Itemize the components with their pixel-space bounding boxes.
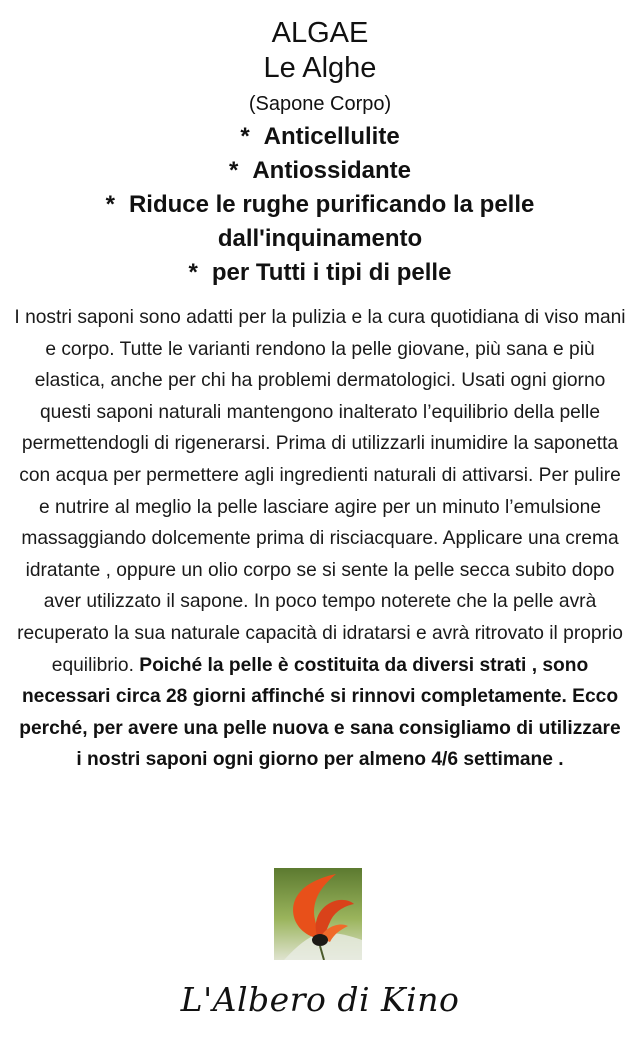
product-subtitle: (Sapone Corpo): [248, 93, 392, 115]
bullet-star: *: [240, 123, 250, 150]
bullet-star: *: [188, 259, 198, 286]
bullet-star: *: [228, 157, 239, 184]
product-description: [14, 302, 626, 776]
product-title-italian: Le Alghe: [263, 52, 377, 84]
brand-logo: [274, 868, 362, 960]
brand-name: L'Albero di Kino: [180, 980, 460, 1019]
feature-item: [0, 154, 640, 188]
product-title: ALGAE: [271, 17, 369, 49]
flower-logo-icon: [274, 868, 362, 960]
feature-item: [0, 120, 640, 154]
feature-list: [0, 120, 640, 290]
feature-label: Anticellulite: [263, 123, 400, 150]
description-paragraph: I nostri saponi sono adatti per la pulizia e la cura quotidiana di viso mani e corpo. Tutte le varianti rendono la pelle giovane, più sana e più elastica, anche per chi ha problemi dermatologici. Usati ogni giorno questi saponi naturali mantengono inalterato l’equilibrio della pelle permettendogli di rigenerarsi. Prima di utilizzarli inumidire la saponetta con acqua per permettere agli ingredienti naturali di attivarsi. Per pulire e nutrire al meglio la pelle lasciare agire per un minuto l’emulsione massaggiando dolcemente prima di risciacquare. Applicare una crema idratante , oppure un olio corpo se si sente la pelle secca subito dopo aver utilizzato il sapone. In poco tempo noterete che la pelle avrà recuperato la sua naturale capacità di idratarsi e avrà ritrovato il proprio equilibrio.: [14, 307, 626, 676]
feature-item: [0, 188, 640, 256]
description-bold-paragraph: Poiché la pelle è costituita da diversi strati , sono necessari circa 28 giorni affinché si rinnovi completamente. Ecco perché, per avere una pelle nuova e sana consigliamo di utilizzare i nostri saponi ogni giorno per almeno 4/6 settimane .: [19, 654, 621, 771]
feature-label: per Tutti i tipi di pelle: [211, 259, 452, 286]
feature-label-continued: dall'inquinamento: [217, 225, 423, 252]
bullet-star: *: [105, 191, 115, 218]
feature-item: [0, 256, 640, 290]
feature-label: Riduce le rughe purificando la pelle: [128, 191, 535, 218]
feature-label: Antiossidante: [252, 157, 412, 184]
